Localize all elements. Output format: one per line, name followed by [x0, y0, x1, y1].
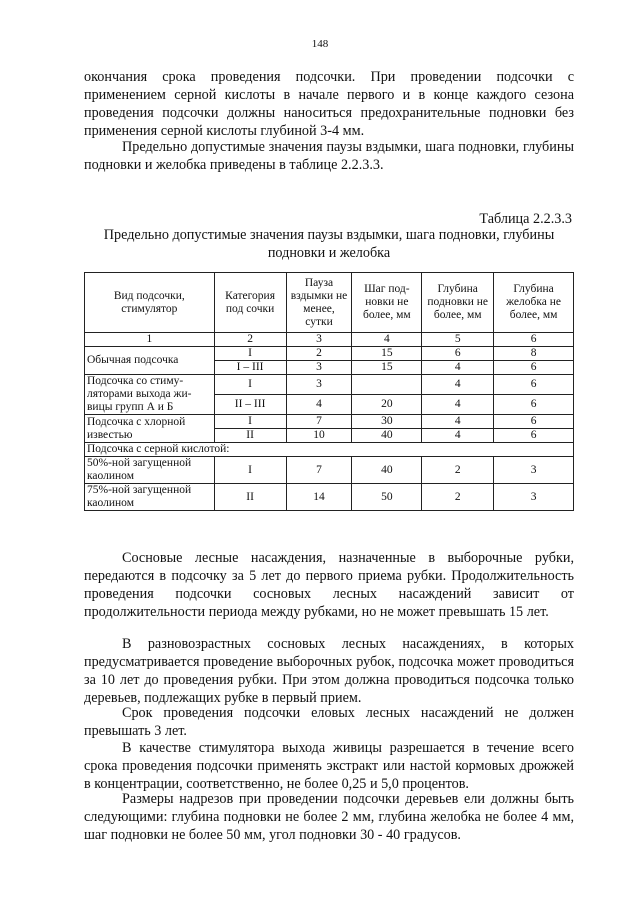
column-number: 1: [85, 333, 215, 347]
table-cell: 2: [422, 457, 494, 484]
header-cell: Пауза вздымки не менее, сутки: [286, 273, 352, 333]
header-cell: Глубина желобка не более, мм: [494, 273, 574, 333]
row-label-sulfuric-50: 50%-ной загущенной каолином: [85, 457, 215, 484]
header-cell: Шаг под-новки не более, мм: [352, 273, 422, 333]
column-number-row: [85, 333, 574, 347]
table-cell: I: [214, 375, 286, 395]
table-cell: 6: [494, 429, 574, 443]
table-cell: 40: [352, 457, 422, 484]
body-paragraph-5: Размеры надрезов при проведении подсочки деревьев ели должны быть следующими: глубина подновки не более 2 мм, глубина желобка не более 4 мм, шаг подновки не более 50 мм, угол подновки 30 - 40 градусов.: [84, 791, 574, 843]
table-row: [85, 457, 574, 484]
table-cell: 2: [422, 484, 494, 511]
limits-table: [84, 272, 574, 511]
table-cell: 6: [422, 347, 494, 361]
intro-paragraph-2: Предельно допустимые значения паузы вздымки, шага подновки, глубины подновки и желобка приведены в таблице 2.2.3.3.: [84, 139, 574, 173]
table-cell: I: [214, 415, 286, 429]
table-section-row: [85, 443, 574, 457]
page-number: 148: [311, 38, 329, 50]
table-cell: 6: [494, 415, 574, 429]
table-cell: 20: [352, 395, 422, 415]
table-cell: 30: [352, 415, 422, 429]
sulfuric-section-header: Подсочка с серной кислотой:: [85, 443, 574, 457]
table-cell: 4: [286, 395, 352, 415]
table-cell: 3: [286, 361, 352, 375]
row-label-stimulated: Подсочка со стиму-ляторами выхода жи-вицы групп А и Б: [85, 375, 215, 415]
intro-paragraph-1: окончания срока проведения подсочки. При проведении подсочки с применением серной кислоты в начале первого и в конце каждого сезона проведения подсочки должны наноситься предохранительные подновки без применения серной кислоты глубиной 3-4 мм.: [84, 69, 574, 139]
table-cell: 3: [494, 457, 574, 484]
header-cell: Категория под сочки: [214, 273, 286, 333]
table-cell: 3: [494, 484, 574, 511]
body-paragraph-3: Срок проведения подсочки еловых лесных насаждений не должен превышать 3 лет.: [84, 705, 574, 739]
table-cell: II: [214, 484, 286, 511]
table-cell: II: [214, 429, 286, 443]
column-number: 6: [494, 333, 574, 347]
table-cell: 7: [286, 415, 352, 429]
table-row: [85, 347, 574, 361]
table-cell: 50: [352, 484, 422, 511]
column-number: 5: [422, 333, 494, 347]
table-cell: 7: [286, 457, 352, 484]
table-cell: 6: [494, 395, 574, 415]
table-cell: I: [214, 347, 286, 361]
row-label-sulfuric-75: 75%-ной загущенной каолином: [85, 484, 215, 511]
table-header-row: [85, 273, 574, 333]
table-label: Таблица 2.2.3.3: [479, 211, 572, 227]
table-cell: 4: [422, 429, 494, 443]
header-cell: Глубина подновки не более, мм: [422, 273, 494, 333]
table-row: [85, 415, 574, 429]
table-cell: 4: [422, 395, 494, 415]
column-number: 3: [286, 333, 352, 347]
table-row: [85, 375, 574, 395]
table-caption: Предельно допустимые значения паузы вздымки, шага подновки, глубины подновки и желобка: [103, 227, 555, 261]
table-cell: I: [214, 457, 286, 484]
body-paragraph-4: В качестве стимулятора выхода живицы разрешается в течение всего срока проведения подсочки применять экстракт или настой кормовых дрожжей в концентрации, соответственно, не более 0,25 и 5,0 процентов.: [84, 740, 574, 792]
table-cell: 2: [286, 347, 352, 361]
table-cell: 14: [286, 484, 352, 511]
table-cell: 15: [352, 361, 422, 375]
table-cell: 10: [286, 429, 352, 443]
header-cell: Вид подсочки, стимулятор: [85, 273, 215, 333]
table-cell: 6: [494, 375, 574, 395]
column-number: 2: [214, 333, 286, 347]
table-cell: 4: [422, 375, 494, 395]
table-cell: 4: [422, 415, 494, 429]
table-cell: II – III: [214, 395, 286, 415]
table-cell: 15: [352, 347, 422, 361]
table-cell: 40: [352, 429, 422, 443]
body-paragraph-1: Сосновые лесные насаждения, назначенные в выборочные рубки, передаются в подсочку за 5 лет до первого приема рубки. Продолжительность проведения подсочки сосновых лесных насаждений зависит от продолжительности периода между рубками, но не может превышать 15 лет.: [84, 550, 574, 620]
row-label-ordinary: Обычная подсочка: [85, 347, 215, 375]
table-cell: 8: [494, 347, 574, 361]
body-paragraph-2: В разновозрастных сосновых лесных насаждениях, в которых предусматривается проведение выборочных рубок, подсочка может проводиться за 10 лет до проведения рубки. При этом должна проводиться подсочка только деревьев, подлежащих рубке в первый прием.: [84, 636, 574, 706]
row-label-chlorine: Подсочка с хлорной известью: [85, 415, 215, 443]
table-cell: 6: [494, 361, 574, 375]
table-cell: [352, 375, 422, 395]
table-cell: I – III: [214, 361, 286, 375]
column-number: 4: [352, 333, 422, 347]
table-row: [85, 484, 574, 511]
table-cell: 4: [422, 361, 494, 375]
table-cell: 3: [286, 375, 352, 395]
